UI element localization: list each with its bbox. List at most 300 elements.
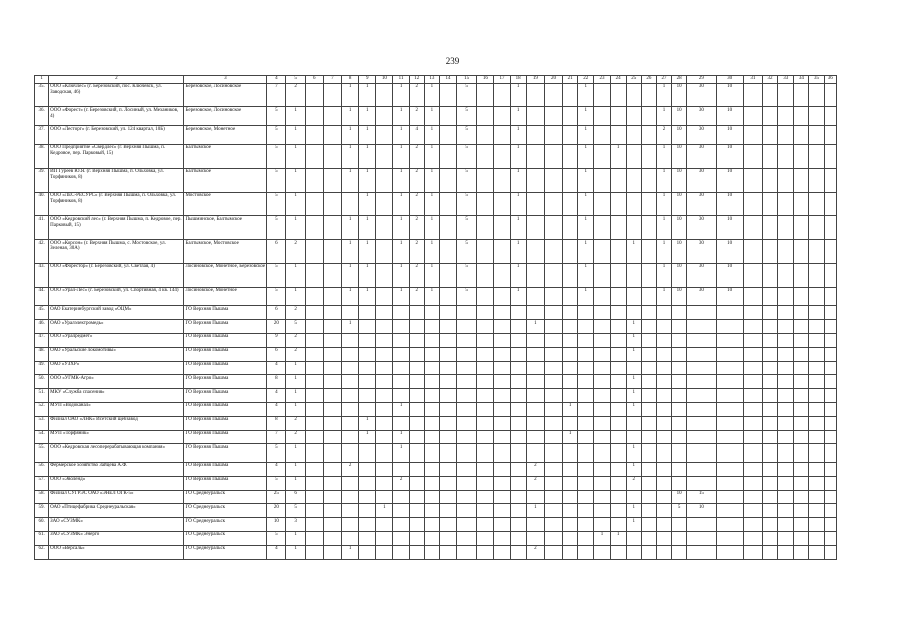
row-number: 48. [35,347,49,361]
value-cell [305,145,323,169]
column-number: 6 [305,76,323,84]
table-row [35,168,837,192]
value-cell: 1 [526,504,544,518]
value-cell [626,216,641,240]
value-cell [510,504,526,518]
value-cell [323,504,341,518]
territory: Мостовское [184,192,267,216]
value-cell [578,504,594,518]
column-number: 16 [477,76,494,84]
value-cell [510,476,526,490]
value-cell [510,389,526,403]
value-cell [323,168,341,192]
value-cell [641,490,656,504]
value-cell [323,192,341,216]
value-cell: 2 [286,83,305,107]
value-cell: 30 [687,192,716,216]
value-cell: 1 [342,107,359,126]
value-cell [809,545,824,559]
value-cell [323,430,341,444]
value-cell [544,287,562,306]
value-cell [794,476,809,490]
value-cell: 1 [342,126,359,145]
organization-name: Филиал ОАО «ЛНК» Исетский щебзавод [49,416,184,430]
value-cell [626,263,641,287]
value-cell [794,216,809,240]
value-cell [424,476,439,490]
value-cell [656,545,671,559]
table-row [35,518,837,532]
value-cell [641,126,656,145]
value-cell [794,306,809,320]
value-cell: 1 [626,334,641,348]
value-cell [778,444,794,463]
value-cell [526,518,544,532]
value-cell [494,463,510,477]
value-cell [594,545,610,559]
table-row [35,216,837,240]
value-cell [457,531,477,545]
value-cell [778,463,794,477]
value-cell: 1 [286,389,305,403]
territory: ГО Верхняя Пышма [184,416,267,430]
value-cell [323,463,341,477]
value-cell [457,334,477,348]
value-cell [376,287,393,306]
value-cell [305,263,323,287]
value-cell [809,463,824,477]
value-cell: 6 [267,306,286,320]
value-cell: 1 [424,287,439,306]
value-cell [672,334,687,348]
value-cell: 1 [594,531,610,545]
value-cell [494,320,510,334]
value-cell [477,476,494,490]
value-cell [762,490,777,504]
value-cell: 1 [393,192,409,216]
value-cell [626,168,641,192]
value-cell [762,216,777,240]
value-cell [594,416,610,430]
value-cell [794,347,809,361]
column-number: 30 [716,76,743,84]
header-row [35,76,837,84]
value-cell [526,361,544,375]
value-cell [778,83,794,107]
value-cell: 20 [267,320,286,334]
value-cell [687,545,716,559]
value-cell [323,518,341,532]
territory: ГО Верхняя Пышма [184,402,267,416]
value-cell: 10 [672,287,687,306]
column-number: 27 [656,76,671,84]
value-cell [526,107,544,126]
value-cell [610,361,626,375]
value-cell [716,545,743,559]
value-cell [778,389,794,403]
value-cell [439,476,456,490]
value-cell [439,531,456,545]
value-cell [393,463,409,477]
value-cell [323,320,341,334]
value-cell: 2 [286,334,305,348]
value-cell [526,490,544,504]
value-cell [323,416,341,430]
value-cell: 10 [716,107,743,126]
column-number: 4 [267,76,286,84]
row-number: 41. [35,216,49,240]
value-cell [641,216,656,240]
value-cell [424,375,439,389]
table-row [35,531,837,545]
value-cell: 30 [687,83,716,107]
value-cell [687,444,716,463]
value-cell: 2 [286,240,305,264]
value-cell [716,531,743,545]
value-cell [526,444,544,463]
value-cell [494,518,510,532]
value-cell [762,287,777,306]
value-cell: 1 [359,83,376,107]
organization-name: ОАО Екатеринбургский завод «ОЦМ» [49,306,184,320]
value-cell: 1 [626,444,641,463]
value-cell: 5 [457,240,477,264]
value-cell [424,430,439,444]
value-cell: 1 [286,145,305,169]
value-cell [809,444,824,463]
value-cell [610,263,626,287]
value-cell: 1 [286,263,305,287]
value-cell: 2 [286,347,305,361]
value-cell [794,83,809,107]
value-cell: 5 [457,287,477,306]
value-cell [439,545,456,559]
value-cell: 6 [286,490,305,504]
value-cell [359,463,376,477]
value-cell: 1 [510,145,526,169]
column-number: 11 [393,76,409,84]
value-cell [457,518,477,532]
value-cell: 2 [286,306,305,320]
value-cell [824,375,836,389]
column-number: 12 [409,76,424,84]
value-cell [743,389,762,403]
value-cell [610,402,626,416]
value-cell [610,518,626,532]
value-cell [526,416,544,430]
value-cell [762,476,777,490]
value-cell [409,476,424,490]
value-cell [439,361,456,375]
value-cell [578,389,594,403]
table-row [35,83,837,107]
value-cell: 1 [359,263,376,287]
value-cell [494,263,510,287]
value-cell [457,375,477,389]
value-cell [477,375,494,389]
value-cell [778,430,794,444]
value-cell [494,306,510,320]
value-cell [376,389,393,403]
value-cell [778,145,794,169]
value-cell [610,168,626,192]
value-cell [477,545,494,559]
value-cell [809,192,824,216]
territory: ГО Верхняя Пышма [184,389,267,403]
value-cell [743,463,762,477]
value-cell [393,504,409,518]
value-cell [563,463,578,477]
value-cell [494,347,510,361]
value-cell: 5 [267,168,286,192]
value-cell [342,416,359,430]
value-cell [376,168,393,192]
value-cell [477,126,494,145]
value-cell [641,168,656,192]
value-cell [778,490,794,504]
value-cell [510,361,526,375]
value-cell [578,518,594,532]
value-cell [510,444,526,463]
value-cell [376,476,393,490]
value-cell [477,531,494,545]
table-row [35,416,837,430]
value-cell [656,402,671,416]
value-cell: 30 [687,168,716,192]
value-cell [563,263,578,287]
value-cell [641,444,656,463]
value-cell [393,361,409,375]
value-cell [743,306,762,320]
value-cell [510,518,526,532]
value-cell: 2 [626,476,641,490]
value-cell [656,463,671,477]
value-cell: 5 [267,263,286,287]
column-number: 31 [743,76,762,84]
value-cell [477,490,494,504]
value-cell [477,240,494,264]
value-cell [457,545,477,559]
value-cell: 1 [424,107,439,126]
value-cell [794,430,809,444]
value-cell [809,126,824,145]
value-cell: 1 [526,320,544,334]
table-row [35,463,837,477]
value-cell [409,347,424,361]
column-number: 24 [610,76,626,84]
value-cell [457,430,477,444]
value-cell [323,334,341,348]
row-number: 52. [35,402,49,416]
value-cell [544,216,562,240]
value-cell: 1 [393,263,409,287]
value-cell: 1 [656,287,671,306]
value-cell [641,375,656,389]
value-cell [672,320,687,334]
value-cell [359,375,376,389]
value-cell [762,375,777,389]
organization-name: ООО «Ключлес» (г. Березовский, пос. Ключевск, ул. Заводская, 46) [49,83,184,107]
value-cell [305,168,323,192]
row-number: 57. [35,476,49,490]
value-cell: 1 [424,168,439,192]
value-cell [477,306,494,320]
value-cell [526,240,544,264]
value-cell [563,334,578,348]
value-cell [439,168,456,192]
value-cell [672,361,687,375]
value-cell [778,168,794,192]
column-number: 25 [626,76,641,84]
value-cell [477,389,494,403]
value-cell: 1 [286,402,305,416]
territory: ГО Верхняя Пышма [184,361,267,375]
value-cell [510,320,526,334]
value-cell [544,375,562,389]
value-cell [743,416,762,430]
value-cell [323,287,341,306]
value-cell [305,375,323,389]
value-cell [409,416,424,430]
value-cell [376,490,393,504]
value-cell [809,320,824,334]
value-cell [656,416,671,430]
value-cell [778,216,794,240]
value-cell [626,416,641,430]
value-cell [424,463,439,477]
value-cell [594,320,610,334]
value-cell [641,518,656,532]
column-number: 23 [594,76,610,84]
value-cell [342,518,359,532]
value-cell: 15 [687,490,716,504]
value-cell [824,334,836,348]
column-number: 32 [762,76,777,84]
value-cell [578,402,594,416]
value-cell [305,430,323,444]
value-cell: 1 [626,375,641,389]
value-cell [544,476,562,490]
value-cell [526,83,544,107]
value-cell: 5 [267,444,286,463]
row-number: 38. [35,145,49,169]
value-cell: 1 [656,240,671,264]
value-cell [323,347,341,361]
value-cell [687,518,716,532]
value-cell [610,216,626,240]
value-cell [778,126,794,145]
value-cell: 1 [578,240,594,264]
value-cell [824,545,836,559]
value-cell [743,192,762,216]
territory: Балтымское [184,145,267,169]
table-row [35,389,837,403]
value-cell [716,518,743,532]
value-cell [305,334,323,348]
value-cell: 2 [342,463,359,477]
value-cell [743,518,762,532]
value-cell: 1 [610,145,626,169]
value-cell [376,518,393,532]
value-cell [824,476,836,490]
value-cell [809,240,824,264]
value-cell [376,126,393,145]
column-number: 35 [809,76,824,84]
table-row [35,504,837,518]
value-cell: 1 [342,240,359,264]
value-cell [762,463,777,477]
value-cell: 1 [359,287,376,306]
value-cell: 1 [286,375,305,389]
value-cell [510,334,526,348]
value-cell [594,430,610,444]
value-cell: 1 [626,320,641,334]
value-cell [305,463,323,477]
value-cell [305,287,323,306]
value-cell: 10 [716,240,743,264]
value-cell [594,168,610,192]
value-cell [439,306,456,320]
column-number: 22 [578,76,594,84]
value-cell: 1 [342,145,359,169]
value-cell [672,389,687,403]
value-cell [809,216,824,240]
value-cell: 30 [687,145,716,169]
value-cell [305,531,323,545]
value-cell [594,306,610,320]
value-cell [809,107,824,126]
value-cell [824,240,836,264]
value-cell [809,490,824,504]
value-cell [544,126,562,145]
row-number: 60. [35,518,49,532]
value-cell [610,430,626,444]
column-number: 1 [35,76,49,84]
value-cell [578,347,594,361]
value-cell: 9 [267,334,286,348]
value-cell [393,347,409,361]
value-cell [743,320,762,334]
value-cell [687,347,716,361]
value-cell [824,216,836,240]
value-cell [824,389,836,403]
value-cell: 10 [716,83,743,107]
value-cell [641,83,656,107]
value-cell [656,306,671,320]
organization-name: ООО «Форестор» (г. Березовский, ул. Светлая, 4) [49,263,184,287]
value-cell [393,531,409,545]
value-cell [809,504,824,518]
value-cell [762,416,777,430]
value-cell: 5 [286,504,305,518]
value-cell [743,126,762,145]
value-cell [323,107,341,126]
value-cell: 5 [457,192,477,216]
value-cell [672,463,687,477]
value-cell [359,402,376,416]
value-cell [563,545,578,559]
value-cell [743,361,762,375]
value-cell: 2 [409,145,424,169]
value-cell [494,83,510,107]
value-cell [610,107,626,126]
value-cell [393,389,409,403]
value-cell [794,263,809,287]
value-cell: 1 [563,430,578,444]
value-cell: 2 [409,216,424,240]
register-table [34,75,837,560]
value-cell [494,216,510,240]
